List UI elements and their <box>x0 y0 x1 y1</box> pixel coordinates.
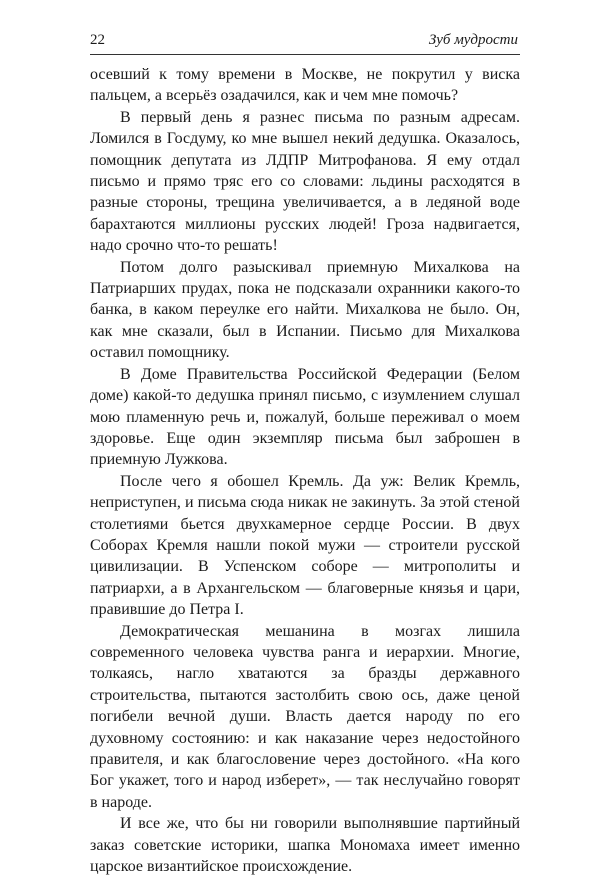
paragraph-continued: осевший к тому времени в Москве, не покрутил у виска пальцем, а всерьёз озадачился, как и чем мне помочь? <box>90 66 520 105</box>
paragraph: Потом долго разыскивал приемную Михалкова на Патриарших прудах, пока не подсказали охранники какого-то банка, в каком переулке его найти. Михалкова не было. Он, как мне сказали, был в Испании. Письмо для Михалкова оставил помощнику. <box>90 258 520 362</box>
body-text <box>90 64 520 877</box>
paragraph: После чего я обошел Кремль. Да уж: Велик Кремль, неприступен, и письма сюда никак не закинуть. За этой стеной столетиями бьется двухкамерное сердце России. В двух Соборах Кремля нашли покой мужи — строители русской цивилизации. В Успенском соборе — митрополиты и патриархи, а в Архангельском — благоверные князья и цари, правившие до Петра I. <box>90 472 520 619</box>
paragraph: Демократическая мешанина в мозгах лишила современного человека чувства ранга и иерархии. Многие, толкаясь, нагло хватаются за бразды державного строительства, пытаются застолбить свою ось, даже ценой погибели вечной души. Власть дается народу по его духовному состоянию: и как наказание через недостойного правителя, и как благословение через достойного. «На кого Бог укажет, того и народ изберет», — так неслучайно говорят в народе. <box>90 622 520 811</box>
paragraph: В Доме Правительства Российской Федерации (Белом доме) какой-то дедушка принял письмо, с изумлением слушал мою пламенную речь и, пожалуй, больше переживал о моем здоровье. Еще один экземпляр письма был заброшен в приемную Лужкова. <box>90 365 520 469</box>
book-title: Зуб мудрости <box>428 32 518 48</box>
running-head <box>90 30 520 55</box>
paragraph: И все же, что бы ни говорили выполнявшие партийный заказ советские историки, шапка Мономаха имеет именно царское византийское происхождение. <box>90 815 520 876</box>
paragraph: В первый день я разнес письма по разным адресам. Ломился в Госдуму, ко мне вышел некий дедушка. Оказалось, помощник депутата из ЛДПР Митрофанова. Я ему отдал письмо и прямо тряс его со словами: льдины расходятся в разные стороны, трещина увеличивается, а в ледяной воде барахтаются миллионы русских людей! Гроза надвигается, надо срочно что-то решать! <box>90 108 520 255</box>
page-number: 22 <box>90 32 105 48</box>
